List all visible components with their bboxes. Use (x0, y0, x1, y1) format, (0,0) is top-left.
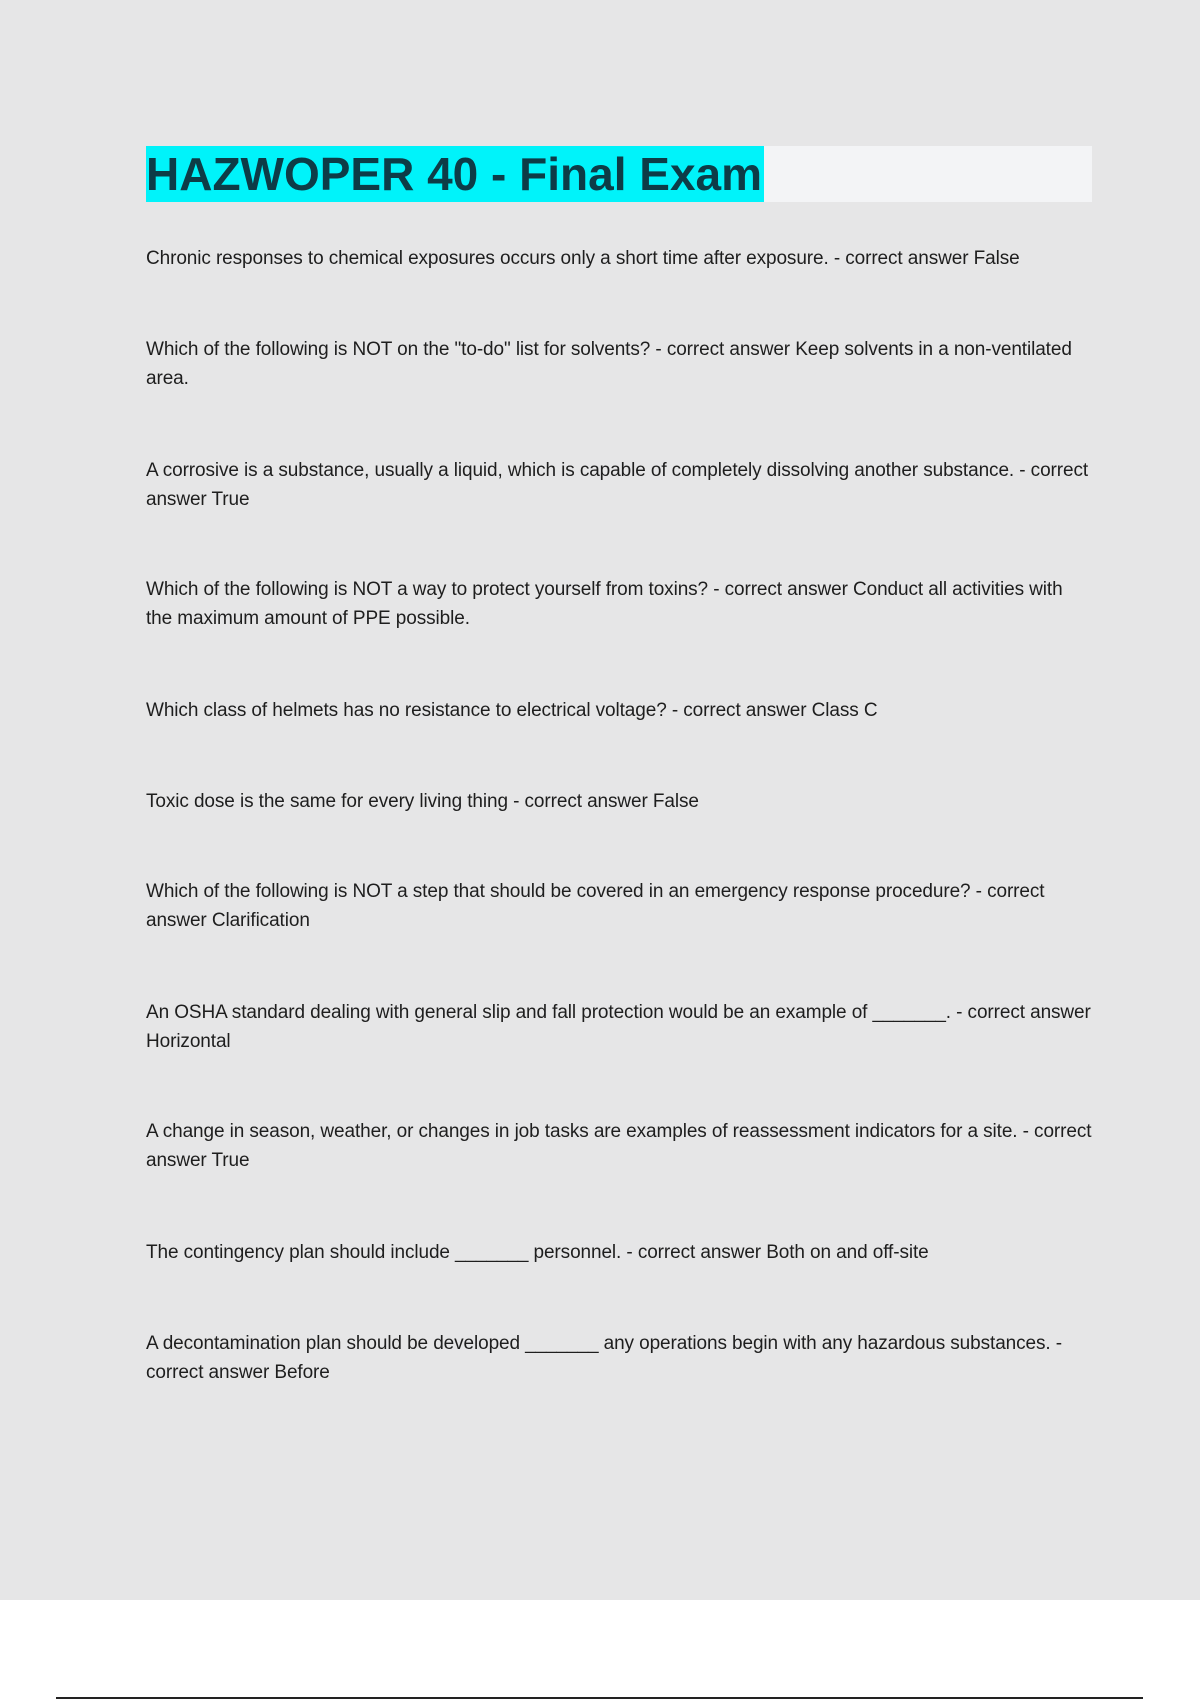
question-item: Which of the following is NOT a step that should be covered in an emergency response procedure? - correct answer Clarification (146, 881, 1045, 931)
question-item: Which of the following is NOT a way to protect yourself from toxins? - correct answer Conduct all activities with the maximum amount of PPE possible. (146, 579, 1063, 629)
title-bar (146, 146, 1092, 202)
question-item: A decontamination plan should be developed _______ any operations begin with any hazardous substances. - correct answer Before (146, 1333, 1062, 1383)
question-item: Chronic responses to chemical exposures occurs only a short time after exposure. - correct answer False (146, 248, 1020, 269)
question-item: The contingency plan should include _______ personnel. - correct answer Both on and off-site (146, 1242, 929, 1263)
question-item: A corrosive is a substance, usually a liquid, which is capable of completely dissolving another substance. - correct answer True (146, 460, 1089, 510)
question-item: A change in season, weather, or changes in job tasks are examples of reassessment indicators for a site. - correct answer True (146, 1121, 1092, 1171)
question-item: An OSHA standard dealing with general slip and fall protection would be an example of _______. - correct answer Horizontal (146, 1002, 1091, 1052)
footer-divider (56, 1697, 1143, 1699)
question-item: Which class of helmets has no resistance to electrical voltage? - correct answer Class C (146, 700, 878, 721)
question-item: Which of the following is NOT on the "to-do" list for solvents? - correct answer Keep solvents in a non-ventilated area. (146, 339, 1072, 389)
question-item: Toxic dose is the same for every living thing - correct answer False (146, 791, 699, 812)
page-title: HAZWOPER 40 - Final Exam (146, 148, 763, 200)
